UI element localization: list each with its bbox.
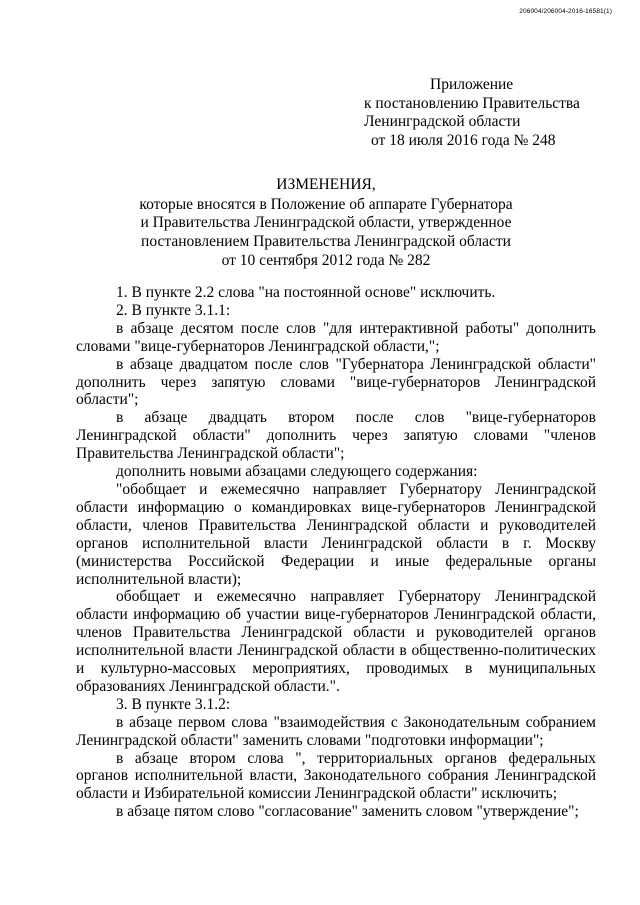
appendix-line-3: Ленинградской области <box>364 113 521 131</box>
paragraph-item-1: 1. В пункте 2.2 слова "на постоянной основе" исключить. <box>116 284 496 301</box>
paragraph-quote-2: обобщает и ежемесячно направляет Губернатору Ленинградской области информацию об участии вице-губернаторов Ленинградской области, членов Правительства Ленинградской области и руководителей органов исполнительной власти Ленинградской области в общественно-политических и культурно-массовых мероприятиях, проводимых в муниципальных образованиях Ленинградской области.". <box>76 588 596 695</box>
appendix-line-2: к постановлению Правительства <box>364 94 580 112</box>
appendix-line-4: от 18 июля 2016 года № 248 <box>371 131 556 149</box>
paragraph: дополнить новыми абзацами следующего содержания: <box>116 463 478 481</box>
paragraph: в абзаце двадцать втором после слов "вице-губернаторов Ленинградской области" дополнить через запятую словами "членов Правительства Ленинградской области"; <box>76 409 596 463</box>
title-heading: ИЗМЕНЕНИЯ, <box>276 176 376 193</box>
document-id: 206004/206004-2016-16581(1) <box>519 8 612 15</box>
title-line-2: и Правительства Ленинградской области, утвержденное <box>140 214 512 232</box>
document-body <box>76 284 596 821</box>
title-line-3: постановлением Правительства Ленинградской области <box>141 233 511 251</box>
paragraph: в абзаце пятом слово "согласование" заменить словом "утверждение"; <box>116 803 579 821</box>
paragraph: в абзаце втором слова ", территориальных органов федеральных органов исполнительной власти, Законодательного собрания Ленинградской области и Избирательной комиссии Ленинградской области" исключить; <box>76 749 596 803</box>
title-line-1: которые вносятся в Положение об аппарате Губернатора <box>139 195 513 213</box>
paragraph: в абзаце первом слова "взаимодействия с Законодательным собранием Ленинградской области" заменить словами "подготовки информации"; <box>76 713 596 749</box>
title-line-4: от 10 сентября 2012 года № 282 <box>221 251 431 269</box>
paragraph-item-2: 2. В пункте 3.1.1: <box>116 301 231 319</box>
appendix-line-1: Приложение <box>430 76 514 93</box>
appendix-header <box>360 76 610 150</box>
paragraph: в абзаце двадцатом после слов "Губернатора Ленинградской области" дополнить через запятую словами "вице-губернаторов Ленинградской области"; <box>76 355 596 409</box>
paragraph: в абзаце десятом после слов "для интерактивной работы" дополнить словами "вице-губернаторов Ленинградской области,"; <box>76 319 596 355</box>
document-title <box>64 176 588 271</box>
paragraph-quote-1: "обобщает и ежемесячно направляет Губернатору Ленинградской области информацию о командировках вице-губернаторов Ленинградской области, членов Правительства Ленинградской области и руководителей органов исполнительной власти Ленинградской области в г. Москву (министерства Российской Федерации и иные федеральные органы исполнительной власти); <box>76 480 596 588</box>
paragraph-item-3: 3. В пункте 3.1.2: <box>116 695 231 713</box>
